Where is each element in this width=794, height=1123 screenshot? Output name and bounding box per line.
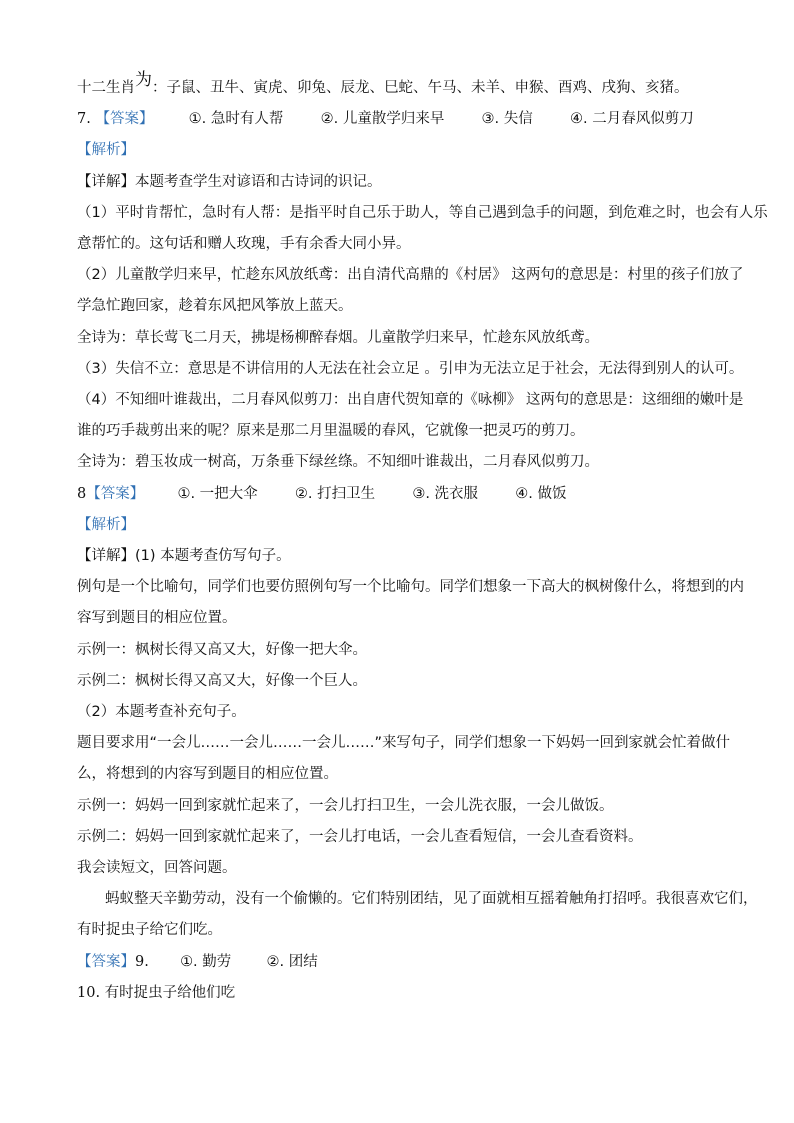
q7-answer-item: ①. 急时有人帮 <box>188 111 284 127</box>
q8-number: 8 <box>77 486 87 502</box>
q8-detail-line: 示例二：妈妈一回到家就忙起来了，一会儿打电话，一会儿查看短信，一会儿查看资料。 <box>77 829 643 845</box>
analysis-tag: 【解析】 <box>77 142 135 158</box>
q7-number: 7. <box>77 111 91 127</box>
q8-detail-line: 么，将想到的内容写到题目的相应位置。 <box>77 766 338 782</box>
q8-answer-item: ③. 洗衣服 <box>412 486 479 502</box>
q10-answer: 有时捉虫子给他们吃 <box>104 985 236 1001</box>
q8-answer-item: ①. 一把大伞 <box>177 486 258 502</box>
q7-detail-line: （4）不知细叶谁裁出，二月春风似剪刀：出自唐代贺知章的《咏柳》 这两句的意思是：这细细的嫩叶是 <box>77 392 744 408</box>
q8-detail-line: （2）本题考查补充句子。 <box>77 704 246 720</box>
q8-detail-line: 示例二：枫树长得又高又大，好像一个巨人。 <box>77 673 367 689</box>
zodiac-sup: 为 <box>135 70 152 90</box>
q8-detail-line: 【详解】(1) 本题考查仿写句子。 <box>77 548 291 564</box>
q7-answer-item: ③. 失信 <box>481 111 533 127</box>
zodiac-line <box>77 70 689 98</box>
q8-answer-item: ②. 打扫卫生 <box>294 486 376 502</box>
q10-number: 10. <box>77 985 101 1001</box>
q9-answer-item: ①. 勤劳 <box>180 954 232 970</box>
q7-answer-item: ②. 儿童散学归来早 <box>320 111 445 127</box>
q9-answer-item: ②. 团结 <box>266 954 318 970</box>
zodiac-list: ：子鼠、丑牛、寅虎、卯兔、辰龙、巳蛇、午马、未羊、申猴、酉鸡、戌狗、亥猪。 <box>152 80 689 96</box>
q7-detail-line: 谁的巧手裁剪出来的呢？原来是那二月里温暖的春风，它就像一把灵巧的剪刀。 <box>77 423 585 439</box>
reading-passage-line: 蚂蚁整天辛勤劳动，没有一个偷懒的。它们特别团结，见了面就相互摇着触角打招呼。我很喜欢它们， <box>105 891 758 907</box>
reading-instruction: 我会读短文，回答问题。 <box>77 860 237 876</box>
q7-detail-line: 【详解】本题考查学生对谚语和古诗词的识记。 <box>77 174 382 190</box>
answer-tag: 【答案】 <box>77 954 135 970</box>
reading-passage-line: 有时捉虫子给它们吃。 <box>77 922 222 938</box>
q7-answer-line <box>77 109 694 129</box>
q8-detail-line: 示例一：妈妈一回到家就忙起来了，一会儿打扫卫生，一会儿洗衣服，一会儿做饭。 <box>77 798 614 814</box>
q8-detail-line: 例句是一个比喻句，同学们也要仿照例句写一个比喻句。同学们想象一下高大的枫树像什么，将想到的内 <box>77 579 744 595</box>
q7-detail-line: （1）平时肯帮忙，急时有人帮：是指平时自己乐于助人，等自己遇到急手的问题，到危难之时，也会有人乐 <box>77 205 768 221</box>
q8-detail-line: 容写到题目的相应位置。 <box>77 610 237 626</box>
q7-detail-line: （2）儿童散学归来早，忙趁东风放纸鸢：出自清代高鼎的《村居》 这两句的意思是：村里的孩子们放了 <box>77 267 744 283</box>
q7-detail-line: 意帮忙的。这句话和赠人玫瑰，手有余香大同小异。 <box>77 236 411 252</box>
q7-detail-line: 全诗为：草长莺飞二月天，拂堤杨柳醉春烟。儿童散学归来早，忙趁东风放纸鸢。 <box>77 330 599 346</box>
zodiac-prefix: 十二生肖 <box>77 80 135 96</box>
q7-detail-line: 学急忙跑回家，趁着东风把风筝放上蓝天。 <box>77 298 353 314</box>
q8-detail-line: 示例一：枫树长得又高又大，好像一把大伞。 <box>77 642 367 658</box>
q8-detail-line: 题目要求用“一会儿……一会儿……一会儿……”来写句子，同学们想象一下妈妈一回到家就会忙着做什 <box>77 735 731 751</box>
q7-answer-item: ④. 二月春风似剪刀 <box>569 111 694 127</box>
q7-detail-line: 全诗为：碧玉妆成一树高，万条垂下绿丝绦。不知细叶谁裁出，二月春风似剪刀。 <box>77 454 599 470</box>
q9-answer-line <box>77 952 318 972</box>
q8-answer-line <box>77 484 566 504</box>
answer-tag: 【答案】 <box>86 486 145 502</box>
analysis-tag: 【解析】 <box>77 517 135 533</box>
q9-number: 9. <box>135 954 149 970</box>
q7-detail-line: （3）失信不立：意思是不讲信用的人无法在社会立足 。引申为无法立足于社会，无法得到别人的认可。 <box>77 361 744 377</box>
q8-answer-item: ④. 做饭 <box>515 486 567 502</box>
answer-tag: 【答案】 <box>95 111 154 127</box>
q10-answer-line <box>77 983 235 1003</box>
